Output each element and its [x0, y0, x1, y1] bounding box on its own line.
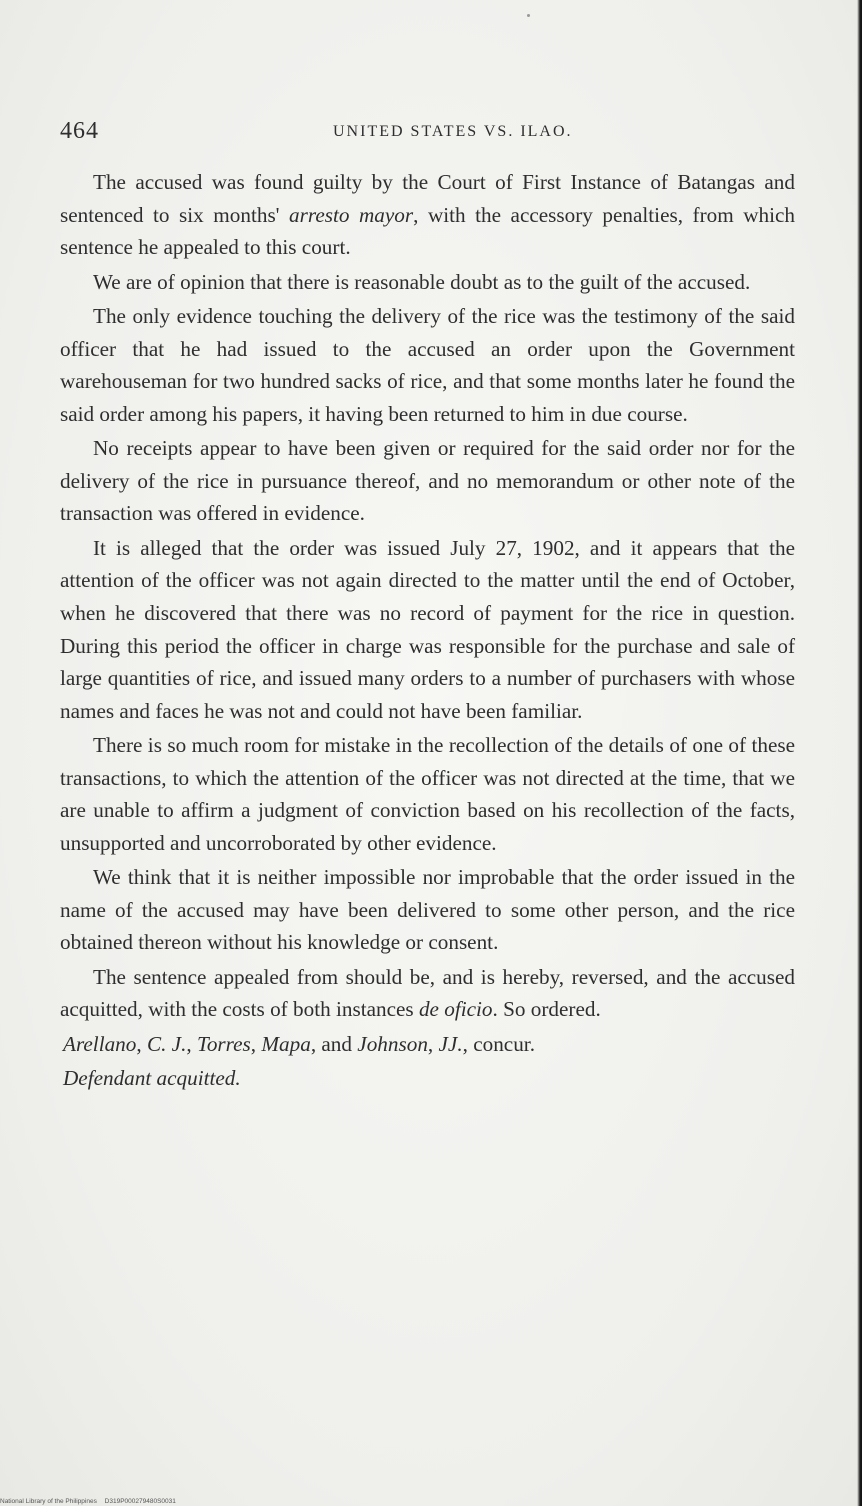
justice-title: C. J.	[146, 1031, 187, 1056]
justice-name: Mapa	[261, 1031, 311, 1056]
concurrence-line	[60, 1028, 795, 1061]
paragraph-1-text: The accused was found guilty by the Court of First Instance of Batangas and sentenced to six months'	[60, 170, 795, 227]
concur-text: , concur.	[462, 1031, 535, 1056]
justice-name: Torres	[196, 1031, 251, 1056]
paragraph-6: There is so much room for mistake in the recollection of the details of one of these transactions, to which the attention of the officer was not directed at the time, that we are unable to affirm a judgment of conviction based on his recollection of the facts, unsupported and uncorroborated by other evidence.	[60, 733, 795, 855]
page-edge-shadow	[857, 0, 862, 1506]
paragraph-8-end: . So ordered.	[492, 997, 601, 1022]
paragraph-8-italic: de oficio	[418, 997, 493, 1022]
separator: ,	[427, 1031, 439, 1056]
paragraph-4: No receipts appear to have been given or required for the said order nor for the delivery of the rice in pursuance thereof, and no memorandum or other note of the transaction was offered in evidence.	[60, 436, 795, 526]
page-header	[60, 118, 800, 148]
paragraph-8	[60, 961, 795, 1026]
running-head: UNITED STATES VS. ILAO.	[333, 123, 573, 140]
library-credit: National Library of the Philippines	[0, 1498, 97, 1505]
page-number: 464	[60, 118, 99, 144]
separator: ,	[186, 1031, 197, 1056]
scan-footer	[0, 1498, 176, 1505]
separator: ,	[136, 1031, 147, 1056]
paragraph-7: We think that it is neither impossible nor improbable that the order issued in the name of the accused may have been delivered to some other person, and the rice obtained thereon without his knowledge or consent.	[60, 865, 795, 955]
justice-title: JJ.	[438, 1031, 463, 1056]
justice-name: Arellano	[63, 1031, 137, 1056]
paragraph-8-text: The sentence appealed from should be, and is hereby, reversed, and the accused acquitted, with the costs of both instances	[60, 964, 795, 1022]
paragraph-1-italic: arresto mayor	[289, 202, 414, 227]
disposition-line: Defendant acquitted.	[63, 1066, 241, 1091]
justice-name: Johnson	[357, 1031, 428, 1056]
separator: , and	[310, 1031, 358, 1056]
scan-code: D319P000279480S0031	[104, 1498, 176, 1505]
paragraph-5: It is alleged that the order was issued July 27, 1902, and it appears that the attention of the officer was not again directed to the matter until the end of October, when he discovered that there was no record of payment for the rice in question. During this period the officer in charge was responsible for the purchase and sale of large quantities of rice, and issued many orders to a number of purchasers with whose names and faces he was not and could not have been familiar.	[60, 535, 795, 723]
separator: ,	[250, 1031, 262, 1056]
paragraph-3: The only evidence touching the delivery of the rice was the testimony of the said officer that he had issued to the accused an order upon the Government warehouseman for two hundred sacks of rice, and that some months later he found the said order among his papers, it having been returned to him in due course.	[60, 303, 795, 426]
paragraph-1-end: , with the accessory penalties, from which sentence he appealed to this court.	[60, 202, 796, 260]
dust-speck	[527, 14, 530, 17]
paragraph-1	[60, 166, 795, 264]
decision-text	[60, 166, 795, 1095]
paragraph-2: We are of opinion that there is reasonable doubt as to the guilt of the accused.	[93, 269, 751, 294]
